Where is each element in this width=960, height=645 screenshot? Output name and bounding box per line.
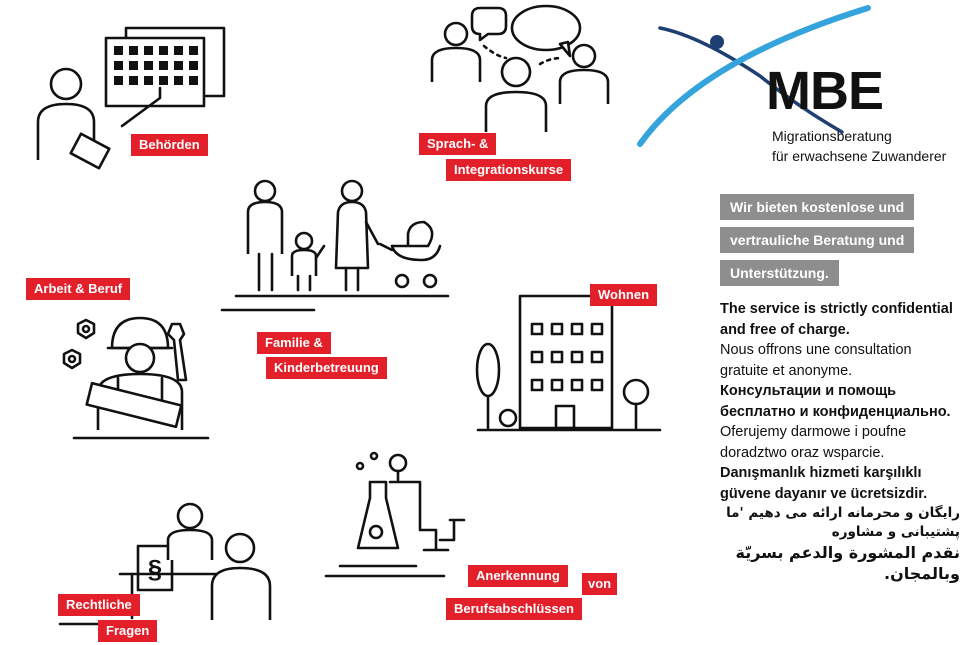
topic-rechtliche-label-2: Fragen [98, 620, 157, 642]
lab-flask-icon [357, 453, 464, 550]
offer-line-1: Wir bieten kostenlose und [720, 194, 914, 220]
person-icon [486, 58, 546, 132]
wohnen-illustration [477, 296, 660, 430]
wrench-icon [168, 324, 186, 380]
statement-polish: Oferujemy darmowe i poufne doradztwo oraz wsparcie. [720, 424, 907, 461]
statement-russian: Консультации и помощь бесплатно и конфиденциально. [720, 383, 951, 420]
statement-persian: رایگان و محرمانه ارائه می دهیم 'ما پشتیبانی و مشاوره [726, 505, 960, 540]
statement-turkish: Danışmanlık hizmeti karşılıklı güvene dayanır ve ücretsizdir. [720, 465, 928, 502]
nut-icon [64, 320, 94, 368]
person-icon [212, 534, 270, 620]
topic-wohnen-label: Wohnen [590, 284, 657, 306]
statement-english: The service is strictly confidential and free of charge. [720, 301, 953, 338]
family-illustration [222, 181, 448, 310]
person-icon [168, 504, 212, 560]
statement-arabic: نقدم المشورة والدعم بسريّة وبالمجان. [735, 543, 960, 583]
apartment-building-icon [520, 296, 612, 428]
svg-text:§: § [147, 554, 163, 584]
mbe-logo-text: MBE [766, 61, 883, 121]
anerkennung-illustration [326, 453, 464, 576]
logo-subtitle-line1: Migrationsberatung [772, 128, 892, 144]
office-building-icon [106, 28, 224, 106]
topic-anerkennung-label-1: Anerkennung [468, 565, 568, 587]
statement-french: Nous offrons une consultation gratuite et anonyme. [720, 342, 912, 379]
speech-bubble-icon [472, 6, 580, 56]
topic-sprach-label-2: Integrationskurse [446, 159, 571, 181]
topic-sprach-label-1: Sprach- & [419, 133, 496, 155]
topic-arbeit-label: Arbeit & Beruf [26, 278, 130, 300]
translations-block [720, 299, 960, 584]
topic-familie-label-1: Familie & [257, 332, 331, 354]
topic-anerkennung-von-label: von [582, 573, 617, 595]
topic-rechtliche-label-1: Rechtliche [58, 594, 140, 616]
topic-behoerden-label: Behörden [131, 134, 208, 156]
logo-subtitle-line2: für erwachsene Zuwanderer [772, 148, 947, 164]
topic-anerkennung-label-2: Berufsabschlüssen [446, 598, 582, 620]
offer-line-3: Unterstützung. [720, 260, 839, 286]
arbeit-illustration [64, 318, 208, 438]
topic-familie-label-2: Kinderbetreuung [266, 357, 387, 379]
stroller-icon [380, 222, 440, 287]
sprach-illustration [432, 6, 608, 132]
offer-line-2: vertrauliche Beratung und [720, 227, 914, 253]
family-icon [248, 181, 378, 290]
